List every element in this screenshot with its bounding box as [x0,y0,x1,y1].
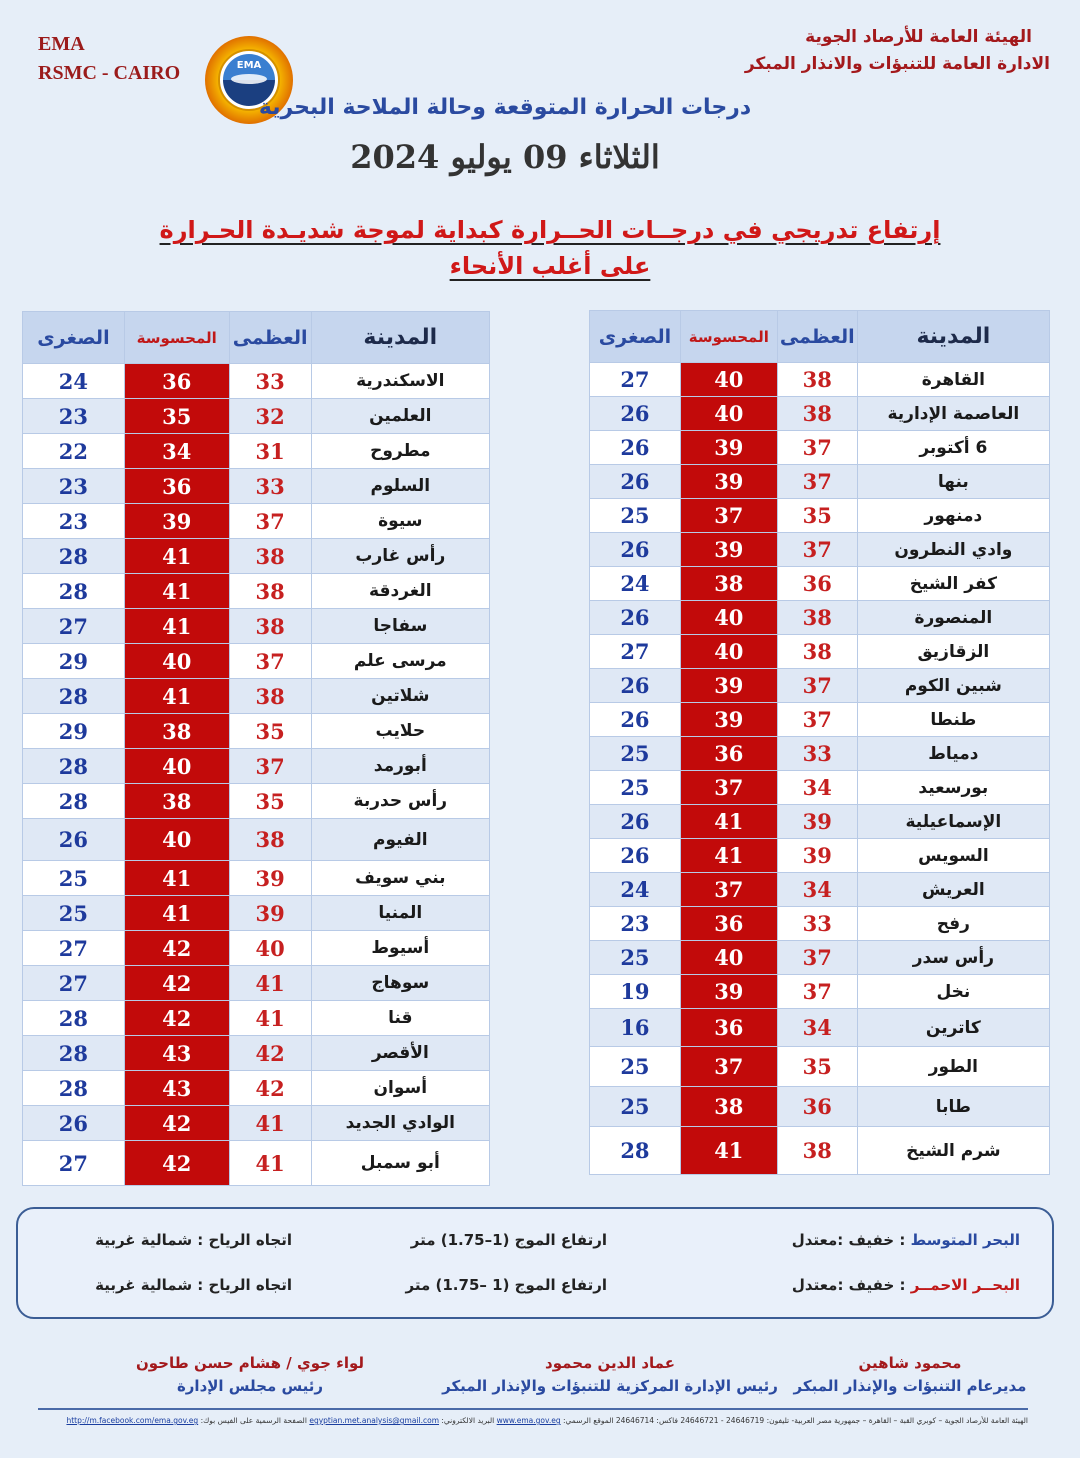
min-temp-cell: 23 [23,399,125,434]
sea-red-label: البحــر الاحمــر [910,1276,1020,1294]
city-cell: العلمين [311,399,489,434]
max-temp-cell: 39 [229,896,311,931]
min-temp-cell: 26 [590,533,681,567]
max-temp-cell: 38 [777,635,857,669]
feels-like-cell: 41 [124,609,229,644]
city-cell: شرم الشيخ [857,1127,1049,1175]
min-temp-cell: 28 [23,749,125,784]
min-temp-cell: 26 [590,805,681,839]
city-cell: أبورمد [311,749,489,784]
min-temp-cell: 25 [23,861,125,896]
max-temp-cell: 37 [777,703,857,737]
feels-like-cell: 41 [124,574,229,609]
feels-like-cell: 36 [680,737,777,771]
footer-email-label: البريد الالكتروني: [441,1416,495,1425]
city-cell: السلوم [311,469,489,504]
max-temp-cell: 39 [777,839,857,873]
table-header-row [590,311,1050,363]
min-temp-cell: 28 [23,539,125,574]
city-cell: حلايب [311,714,489,749]
feels-like-cell: 38 [680,567,777,601]
city-cell: الاسكندرية [311,364,489,399]
city-cell: أبو سمبل [311,1141,489,1186]
footer-divider [38,1408,1028,1410]
city-cell: بنها [857,465,1049,499]
signature-right-title: مديرعام التنبؤات والإنذار المبكر [793,1377,1027,1395]
signature-center [420,1352,800,1398]
table-row [590,1127,1050,1175]
min-temp-cell: 19 [590,975,681,1009]
max-temp-cell: 42 [229,1036,311,1071]
feels-like-cell: 41 [680,1127,777,1175]
min-temp-cell: 27 [23,1141,125,1186]
max-temp-cell: 37 [229,644,311,679]
feels-like-cell: 41 [680,805,777,839]
max-temp-cell: 38 [777,363,857,397]
feels-like-cell: 37 [680,499,777,533]
org-names [630,24,1050,78]
signature-center-name: عماد الدين محمود [545,1354,675,1372]
max-temp-cell: 35 [229,784,311,819]
sea-med-wind: اتجاه الرياح : شمالية غربية [95,1231,292,1249]
city-cell: شلاتين [311,679,489,714]
table-row [590,907,1050,941]
temperature-table-right [589,310,1050,1175]
sea-med-label: البحر المتوسط [910,1231,1020,1249]
min-temp-cell: 16 [590,1009,681,1047]
max-temp-cell: 33 [229,469,311,504]
min-temp-cell: 25 [590,737,681,771]
table-row [23,364,490,399]
max-temp-cell: 37 [777,533,857,567]
city-cell: سوهاج [311,966,489,1001]
max-temp-cell: 41 [229,1001,311,1036]
city-cell: وادي النطرون [857,533,1049,567]
min-temp-cell: 25 [590,941,681,975]
max-temp-cell: 38 [777,397,857,431]
table-row [23,399,490,434]
max-temp-cell: 37 [777,941,857,975]
min-temp-cell: 28 [23,1071,125,1106]
org-name: الهيئة العامة للأرصاد الجوية [805,27,1032,47]
city-cell: سيوة [311,504,489,539]
max-temp-cell: 38 [229,539,311,574]
table-row [590,533,1050,567]
table-row [23,861,490,896]
table-row [590,431,1050,465]
ema-header-block [38,30,208,88]
header-min: الصغرى [23,312,125,364]
max-temp-cell: 41 [229,1141,311,1186]
feels-like-cell: 37 [680,873,777,907]
table-row [23,609,490,644]
min-temp-cell: 24 [23,364,125,399]
signature-right-name: محمود شاهين [858,1354,962,1372]
feels-like-cell: 35 [124,399,229,434]
max-temp-cell: 41 [229,1106,311,1141]
table-row [590,805,1050,839]
ema-label: EMA [38,33,85,55]
min-temp-cell: 26 [590,601,681,635]
table-row [23,784,490,819]
table-header-row [23,312,490,364]
feels-like-cell: 41 [124,861,229,896]
max-temp-cell: 35 [229,714,311,749]
table-row [590,397,1050,431]
table-row [590,839,1050,873]
max-temp-cell: 38 [777,1127,857,1175]
city-cell: العاصمة الإدارية [857,397,1049,431]
city-cell: الوادي الجديد [311,1106,489,1141]
table-row [23,539,490,574]
table-row [23,819,490,861]
feels-like-cell: 42 [124,1106,229,1141]
table-row [590,601,1050,635]
max-temp-cell: 35 [777,499,857,533]
feels-like-cell: 36 [124,364,229,399]
city-cell: الغردقة [311,574,489,609]
min-temp-cell: 22 [23,434,125,469]
feels-like-cell: 40 [680,601,777,635]
min-temp-cell: 25 [23,896,125,931]
feels-like-cell: 40 [124,819,229,861]
feels-like-cell: 36 [124,469,229,504]
table-body-right [590,363,1050,1175]
sea-med-wave: ارتفاع الموج (1–1.75) متر [410,1231,607,1249]
max-temp-cell: 38 [229,609,311,644]
table-row [23,931,490,966]
warning-headline [120,212,980,284]
min-temp-cell: 27 [590,363,681,397]
city-cell: رأس غارب [311,539,489,574]
min-temp-cell: 27 [23,966,125,1001]
header-city: المدينة [311,312,489,364]
city-cell: دمنهور [857,499,1049,533]
feels-like-cell: 42 [124,931,229,966]
min-temp-cell: 26 [590,839,681,873]
table-row [590,703,1050,737]
feels-like-cell: 39 [680,431,777,465]
min-temp-cell: 26 [23,1106,125,1141]
min-temp-cell: 25 [590,1047,681,1087]
header-feels: المحسوسة [680,311,777,363]
table-row [590,1087,1050,1127]
header-max: العظمى [229,312,311,364]
forecast-date: الثلاثاء 09 يوليو 2024 [350,138,660,176]
max-temp-cell: 37 [777,669,857,703]
table-row [23,1106,490,1141]
table-row [590,363,1050,397]
table-row [23,749,490,784]
table-row [23,714,490,749]
feels-like-cell: 40 [680,635,777,669]
header-feels: المحسوسة [124,312,229,364]
max-temp-cell: 31 [229,434,311,469]
max-temp-cell: 38 [777,601,857,635]
feels-like-cell: 38 [124,714,229,749]
table-row [23,574,490,609]
city-cell: أسوان [311,1071,489,1106]
header-max: العظمى [777,311,857,363]
temperature-table-left [22,311,490,1186]
city-cell: القاهرة [857,363,1049,397]
city-cell: بني سويف [311,861,489,896]
min-temp-cell: 23 [590,907,681,941]
city-cell: الفيوم [311,819,489,861]
table-row [590,499,1050,533]
min-temp-cell: 27 [590,635,681,669]
max-temp-cell: 36 [777,567,857,601]
min-temp-cell: 23 [23,469,125,504]
min-temp-cell: 25 [590,499,681,533]
table-row [590,941,1050,975]
feels-like-cell: 40 [124,749,229,784]
min-temp-cell: 29 [23,644,125,679]
signature-right [780,1352,1040,1398]
city-cell: نخل [857,975,1049,1009]
city-cell: الإسماعيلية [857,805,1049,839]
feels-like-cell: 39 [124,504,229,539]
max-temp-cell: 36 [777,1087,857,1127]
sea-row-mediterranean [18,1231,1052,1261]
city-cell: بورسعيد [857,771,1049,805]
feels-like-cell: 41 [124,539,229,574]
feels-like-cell: 40 [124,644,229,679]
min-temp-cell: 26 [590,669,681,703]
max-temp-cell: 34 [777,771,857,805]
city-cell: الزقازيق [857,635,1049,669]
table-row [590,567,1050,601]
city-cell: رفح [857,907,1049,941]
header-min: الصغرى [590,311,681,363]
min-temp-cell: 26 [590,397,681,431]
table-row [23,1071,490,1106]
table-row [23,1141,490,1186]
feels-like-cell: 37 [680,1047,777,1087]
city-cell: العريش [857,873,1049,907]
sea-row-red-sea [18,1276,1052,1306]
max-temp-cell: 39 [229,861,311,896]
max-temp-cell: 37 [777,975,857,1009]
table-row [23,644,490,679]
min-temp-cell: 25 [590,1087,681,1127]
org-department: الادارة العامة للتنبؤات والانذار المبكر [744,54,1050,74]
sea-conditions-box [16,1207,1054,1319]
city-cell: الأقصر [311,1036,489,1071]
feels-like-cell: 41 [124,679,229,714]
min-temp-cell: 27 [23,931,125,966]
sea-med-state: : خفيف :معتدل [791,1231,906,1249]
max-temp-cell: 39 [777,805,857,839]
min-temp-cell: 28 [23,784,125,819]
logo-text: EMA [236,60,262,71]
min-temp-cell: 27 [23,609,125,644]
headline-line-1: إرتفاع تدريجي في درجــات الحــرارة كبداية لموجة شديـدة الحـرارة [159,216,941,244]
feels-like-cell: 39 [680,975,777,1009]
feels-like-cell: 36 [680,1009,777,1047]
feels-like-cell: 40 [680,363,777,397]
feels-like-cell: 38 [680,1087,777,1127]
city-cell: دمياط [857,737,1049,771]
city-cell: كاترين [857,1009,1049,1047]
sea-red-state: : خفيف :معتدل [791,1276,906,1294]
min-temp-cell: 26 [590,431,681,465]
city-cell: رأس حدربة [311,784,489,819]
min-temp-cell: 26 [590,703,681,737]
city-cell: سفاجا [311,609,489,644]
city-cell: السويس [857,839,1049,873]
header-city: المدينة [857,311,1049,363]
max-temp-cell: 38 [229,819,311,861]
table-row [23,434,490,469]
max-temp-cell: 38 [229,574,311,609]
feels-like-cell: 39 [680,669,777,703]
min-temp-cell: 28 [590,1127,681,1175]
table-row [590,771,1050,805]
city-cell: 6 أكتوبر [857,431,1049,465]
city-cell: رأس سدر [857,941,1049,975]
feels-like-cell: 41 [680,839,777,873]
feels-like-cell: 42 [124,966,229,1001]
city-cell: قنا [311,1001,489,1036]
table-row [23,469,490,504]
city-cell: مرسى علم [311,644,489,679]
headline-line-2: على أغلب الأنحاء [449,252,651,280]
page-subtitle: درجات الحرارة المتوقعة وحالة الملاحة البحرية [258,95,752,120]
min-temp-cell: 26 [23,819,125,861]
feels-like-cell: 40 [680,941,777,975]
feels-like-cell: 42 [124,1141,229,1186]
table-row [590,737,1050,771]
city-cell: الطور [857,1047,1049,1087]
feels-like-cell: 39 [680,465,777,499]
feels-like-cell: 38 [124,784,229,819]
max-temp-cell: 33 [229,364,311,399]
max-temp-cell: 33 [777,907,857,941]
min-temp-cell: 26 [590,465,681,499]
min-temp-cell: 24 [590,567,681,601]
min-temp-cell: 28 [23,574,125,609]
sea-med-cell [792,1231,1020,1249]
max-temp-cell: 37 [777,465,857,499]
feels-like-cell: 42 [124,1001,229,1036]
signature-center-title: رئيس الإدارة المركزية للتنبؤات والإنذار المبكر [442,1377,778,1395]
max-temp-cell: 32 [229,399,311,434]
table-body-left [23,364,490,1186]
table-row [590,669,1050,703]
table-row [23,1001,490,1036]
min-temp-cell: 28 [23,679,125,714]
signature-left [120,1352,380,1398]
max-temp-cell: 42 [229,1071,311,1106]
max-temp-cell: 34 [777,873,857,907]
sea-red-wind: اتجاه الرياح : شمالية غربية [95,1276,292,1294]
feels-like-cell: 36 [680,907,777,941]
footer-email-link[interactable]: egyptian.met.analysis@gmail.com [309,1416,440,1425]
signature-left-title: رئيس مجلس الإدارة [176,1377,324,1395]
min-temp-cell: 23 [23,504,125,539]
table-row [590,635,1050,669]
max-temp-cell: 35 [777,1047,857,1087]
table-row [23,896,490,931]
footer-fb-label: الصفحة الرسمية على الفيس بوك: [200,1416,307,1425]
max-temp-cell: 37 [229,749,311,784]
sea-red-wave: ارتفاع الموج (1 –1.75) متر [405,1276,607,1294]
max-temp-cell: 41 [229,966,311,1001]
city-cell: شبين الكوم [857,669,1049,703]
sea-red-cell [792,1276,1020,1294]
table-row [590,975,1050,1009]
table-row [23,504,490,539]
feels-like-cell: 43 [124,1071,229,1106]
city-cell: كفر الشيخ [857,567,1049,601]
feels-like-cell: 34 [124,434,229,469]
feels-like-cell: 39 [680,703,777,737]
max-temp-cell: 38 [229,679,311,714]
min-temp-cell: 24 [590,873,681,907]
feels-like-cell: 37 [680,771,777,805]
max-temp-cell: 33 [777,737,857,771]
feels-like-cell: 43 [124,1036,229,1071]
feels-like-cell: 39 [680,533,777,567]
footer-site-link[interactable]: www.ema.gov.eg [496,1416,561,1425]
table-row [590,873,1050,907]
table-row [23,966,490,1001]
table-row [23,1036,490,1071]
rsmc-label: RSMC - CAIRO [38,62,181,84]
min-temp-cell: 28 [23,1001,125,1036]
max-temp-cell: 37 [777,431,857,465]
footer-address: الهيئة العامة للأرصاد الجوية – كوبري القبة – القاهرة – جمهورية مصر العربية- تليفون: 24646719 - 24646721 فاكس: 24646714 الموقع الرسمي: [563,1416,1028,1425]
max-temp-cell: 37 [229,504,311,539]
table-row [590,1009,1050,1047]
min-temp-cell: 25 [590,771,681,805]
city-cell: أسيوط [311,931,489,966]
table-row [590,465,1050,499]
signature-left-name: لواء جوي / هشام حسن طاحون [135,1354,365,1372]
max-temp-cell: 40 [229,931,311,966]
footer-fb-link[interactable]: http://m.facebook.com/ema.gov.eg [66,1416,199,1425]
footer-contact [38,1416,1028,1425]
feels-like-cell: 40 [680,397,777,431]
feels-like-cell: 41 [124,896,229,931]
city-cell: المنيا [311,896,489,931]
min-temp-cell: 29 [23,714,125,749]
max-temp-cell: 34 [777,1009,857,1047]
city-cell: طنطا [857,703,1049,737]
min-temp-cell: 28 [23,1036,125,1071]
city-cell: طابا [857,1087,1049,1127]
city-cell: المنصورة [857,601,1049,635]
table-row [590,1047,1050,1087]
table-row [23,679,490,714]
city-cell: مطروح [311,434,489,469]
